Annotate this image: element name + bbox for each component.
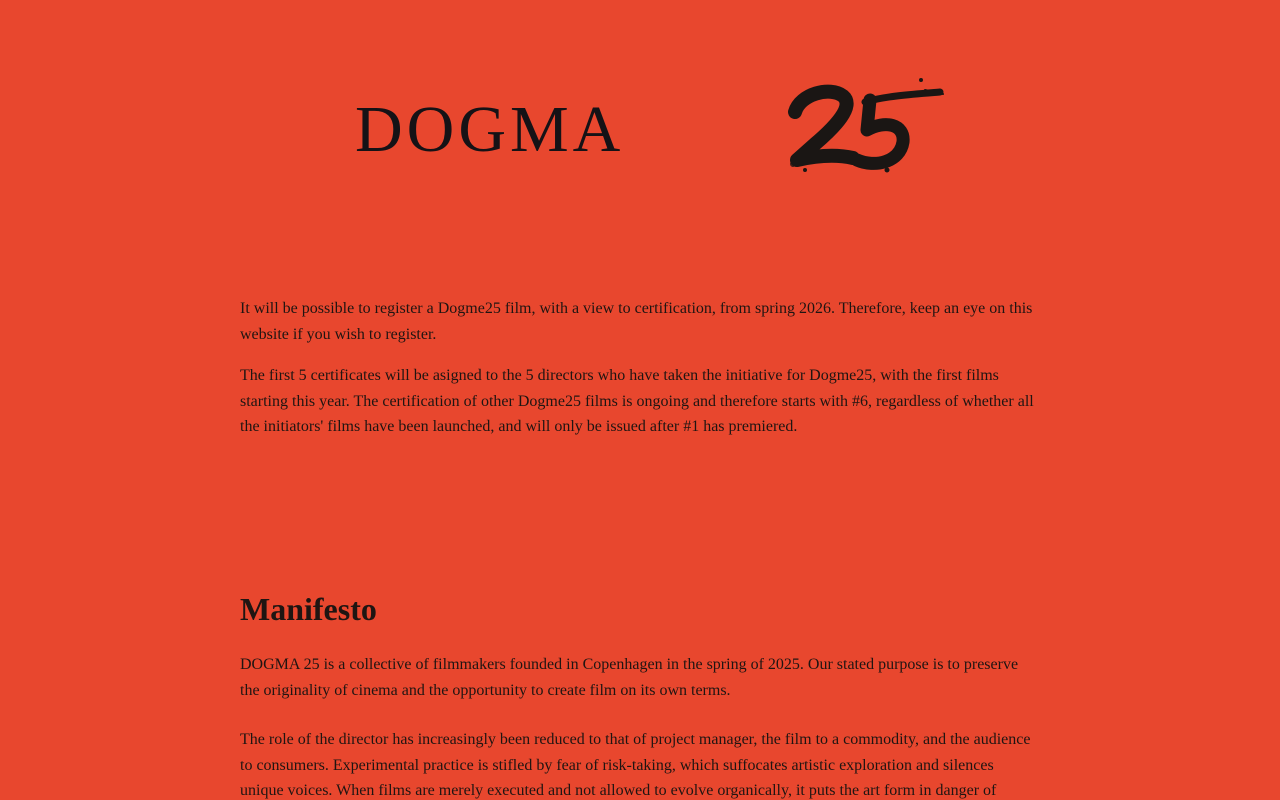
manifesto-paragraph: The role of the director has increasingly been reduced to that of project manager, the film to a commodity, and the audience to consumers. Experimental practice is stifled by fear of risk-taking, which suffocates artistic exploration and silences unique voices. When films are merely executed and not allowed to evolve organically, it puts the art form in danger of	[240, 731, 1031, 799]
logo-brush-number	[775, 72, 945, 177]
logo-wordmark: DOGMA	[355, 93, 625, 166]
manifesto-paragraph: DOGMA 25 is a collective of filmmakers founded in Copenhagen in the spring of 2025. Our stated purpose is to preserve the originality of cinema and the opportunity to create film on its own terms.	[240, 656, 1019, 699]
site-logo[interactable]	[355, 72, 945, 177]
certification-info	[240, 296, 1040, 440]
manifesto-section	[240, 588, 1040, 800]
intro-paragraph: It will be possible to register a Dogme25 film, with a view to certification, from spring 2026. Therefore, keep an eye on this website if you wish to register.	[240, 300, 1033, 343]
manifesto-heading: Manifesto	[240, 591, 377, 627]
intro-paragraph: The first 5 certificates will be asigned to the 5 directors who have taken the initiative for Dogme25, with the first films starting this year. The certification of other Dogme25 films is ongoing and therefore starts with #6, regardless of whether all the initiators' films have been launched, and will only be issued after #1 has premiered.	[240, 367, 1034, 435]
